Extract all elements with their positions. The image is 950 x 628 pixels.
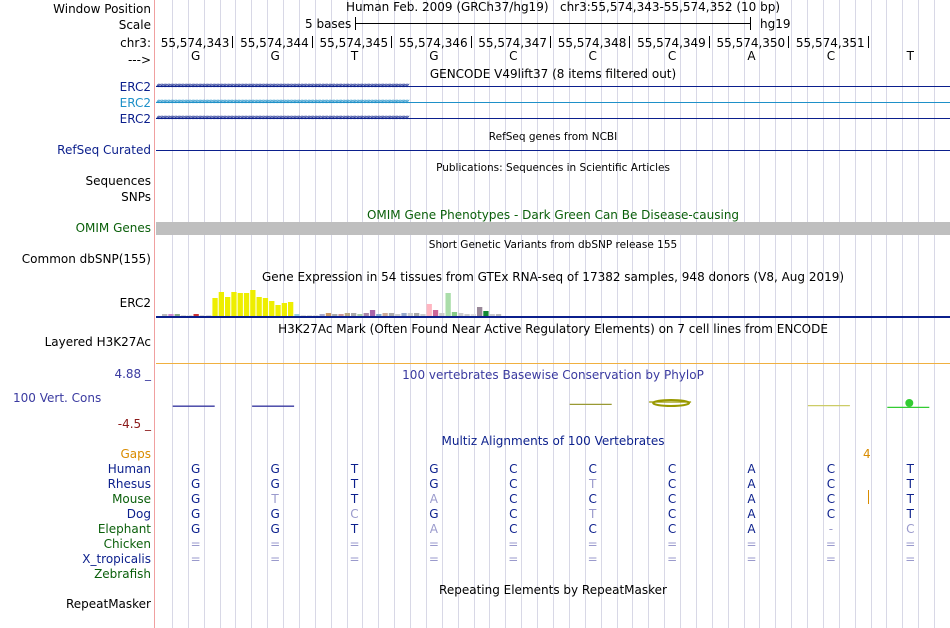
gencode-transcript-line [156,102,950,103]
reference-base: C [667,49,677,63]
gencode-item-label[interactable]: ERC2 [119,80,151,94]
scale-bar-right-tick [750,17,751,30]
reference-base: C [588,49,597,63]
alignment-base: C [826,477,836,491]
coordinate-tick-label [319,36,392,50]
coordinate-value: 55,574,344 [240,36,309,50]
conservation-ymin-label: -4.5 _ [117,417,151,431]
coordinate-tick-label [796,36,869,50]
chrom-label: chr3: [120,36,151,50]
alignment-base: = [905,537,916,551]
gtex-tissue-bar[interactable] [275,305,280,316]
omim-track-title: OMIM Gene Phenotypes - Dark Green Can Be Disease-causing [366,208,740,222]
publications-track-title: Publications: Sequences in Scientific Articles [436,162,670,174]
alignment-base: A [747,477,756,491]
gtex-tissue-bar[interactable] [257,297,262,316]
coordinate-tick [232,36,233,48]
gtex-tissue-bar[interactable] [225,297,230,316]
alignment-base: G [270,462,280,476]
reference-base: G [191,49,201,63]
coordinate-value: 55,574,349 [637,36,706,50]
gtex-tissue-bar[interactable] [219,292,224,316]
alignment-base: = [587,552,598,566]
gtex-tissue-bar[interactable] [269,301,274,316]
gtex-tissue-bar[interactable] [238,293,243,316]
alignment-base: C [826,462,836,476]
gencode-track-title: GENCODE V49lift37 (8 items filtered out) [429,67,677,81]
alignment-base: T [350,522,359,536]
alignment-base: C [509,507,518,521]
gtex-gene-line [156,316,950,318]
phylop-conservation-plot[interactable] [156,380,950,430]
species-label[interactable]: Human [107,462,151,476]
alignment-base: = [190,537,201,551]
coordinate-value: 55,574,350 [716,36,786,50]
conservation-track-title: 100 vertebrates Basewise Conservation by PhyloP [402,368,704,382]
species-label[interactable]: Mouse [112,492,151,506]
gtex-track-title: Gene Expression in 54 tissues from GTEx RNA-seq of 17382 samples, 948 donors (V8, Aug 2019) [261,270,845,284]
gtex-track-label[interactable]: ERC2 [119,296,151,310]
coordinate-value: 55,574,345 [319,36,389,50]
alignment-base: G [191,462,201,476]
position-text: chr3:55,574,343-55,574,352 (10 bp) [559,0,781,14]
coordinate-value: 55,574,343 [160,36,230,50]
h3k27ac-signal-line[interactable] [156,363,950,364]
coordinate-tick [550,36,551,48]
alignment-base: C [509,492,518,506]
alignment-base: = [905,552,916,566]
gtex-tissue-bar[interactable] [263,298,268,316]
alignment-base: G [270,507,280,521]
alignment-base: = [746,537,757,551]
coordinate-tick-label [161,36,234,50]
coordinate-value: 55,574,347 [478,36,547,50]
alignment-base: C [588,522,597,536]
alignment-base: T [350,462,359,476]
coordinate-tick-label [240,36,313,50]
alignment-base: - [828,522,834,536]
alignment-base: T [350,477,359,491]
coordinate-value: 55,574,348 [557,36,627,50]
coordinate-value: 55,574,351 [795,36,865,50]
scale-bar [355,23,751,24]
coordinate-tick-label [478,36,551,50]
dbsnp-track-label[interactable]: Common dbSNP(155) [21,252,151,266]
gtex-tissue-bar[interactable] [446,293,451,316]
coordinate-tick [471,36,472,48]
gencode-item-label[interactable]: ERC2 [119,96,151,110]
coordinate-value: 55,574,346 [398,36,468,50]
coordinate-tick [868,36,869,48]
omim-track-label[interactable]: OMIM Genes [75,221,151,235]
alignment-base: A [429,492,438,506]
reference-base: T [906,49,914,63]
species-label[interactable]: Elephant [97,522,151,536]
alignment-base: = [270,537,281,551]
alignment-base: G [191,507,201,521]
h3k27ac-track-label[interactable]: Layered H3K27Ac [44,335,151,349]
alignment-base: G [191,492,201,506]
alignment-base: = [508,537,519,551]
alignment-base: C [826,507,836,521]
reference-base: C [826,49,836,63]
alignment-base: A [429,522,438,536]
gtex-tissue-bar[interactable] [477,307,482,316]
scale-bar-left-tick [355,17,356,30]
reference-base: G [429,49,439,63]
refseq-gene-line[interactable] [156,150,950,151]
gaps-label: Gaps [120,447,151,461]
alignment-base: A [747,507,756,521]
alignment-base: T [906,492,914,506]
scale-db-label: hg19 [760,17,791,31]
reference-base: C [509,49,518,63]
gencode-transcript-line [156,86,950,87]
alignment-base: C [906,522,915,536]
species-label[interactable]: Chicken [103,537,151,551]
species-label[interactable]: Zebrafish [94,567,151,581]
alignment-base: A [747,462,756,476]
gap-count-marker: 4 [863,447,871,461]
coordinate-tick-label [637,36,710,50]
snps-track-label[interactable]: SNPs [121,190,151,204]
alignment-base: C [350,507,359,521]
alignment-base: C [588,462,597,476]
track-label-pane [0,0,155,628]
gap-insertion-mark [868,490,869,504]
species-label[interactable]: Dog [126,507,151,521]
reference-base: T [350,49,359,63]
alignment-base: T [906,462,914,476]
alignment-base: = [428,552,439,566]
alignment-base: = [667,537,678,551]
window-position-label: Window Position [53,2,151,16]
alignment-base: C [509,477,518,491]
coordinate-tick-label [399,36,472,50]
gencode-transcript-line [156,118,950,119]
coordinate-tick [788,36,789,48]
gtex-tissue-bar[interactable] [244,293,249,316]
coordinate-tick-label [558,36,631,50]
scale-text: 5 bases [305,17,352,31]
h3k27ac-track-title: H3K27Ac Mark (Often Found Near Active Regulatory Elements) on 7 cell lines from ENCODE [278,322,828,336]
alignment-base: A [747,492,756,506]
alignment-base: T [906,477,914,491]
gtex-tissue-bar[interactable] [288,302,293,316]
alignment-base: G [191,477,201,491]
alignment-base: C [667,507,677,521]
phylop-score-peak[interactable] [653,400,689,406]
gtex-tissue-bar[interactable] [231,292,236,316]
alignment-base: = [667,552,678,566]
alignment-base: G [429,462,439,476]
repeatmasker-track-label[interactable]: RepeatMasker [65,597,151,611]
alignment-base: C [509,522,518,536]
alignment-base: G [270,522,280,536]
alignment-base: G [191,522,201,536]
alignment-base: G [429,477,439,491]
scale-label: Scale [118,18,151,32]
alignment-base: = [825,552,836,566]
omim-gene-bar[interactable] [156,222,950,235]
dbsnp-track-title: Short Genetic Variants from dbSNP release 155 [428,239,678,251]
alignment-base: G [429,507,439,521]
alignment-base: T [589,477,597,491]
gencode-item-label[interactable]: ERC2 [119,112,151,126]
repeatmasker-track-title: Repeating Elements by RepeatMasker [439,583,667,597]
alignment-base: C [588,492,597,506]
alignment-base: = [349,537,360,551]
gtex-tissue-bar[interactable] [212,298,217,316]
strand-label: ---> [127,53,151,67]
alignment-base: A [747,522,756,536]
alignment-base: T [350,492,359,506]
coordinate-tick [629,36,630,48]
alignment-base: T [271,492,279,506]
alignment-base: C [667,462,677,476]
alignment-base: = [349,552,360,566]
alignment-base: = [428,537,439,551]
alignment-base: = [825,537,836,551]
alignment-base: = [270,552,281,566]
alignment-base: T [589,507,597,521]
alignment-base: = [587,537,598,551]
alignment-base: G [270,477,280,491]
coordinate-tick [312,36,313,48]
species-label[interactable]: Rhesus [107,477,151,491]
conservation-ymax-label: 4.88 _ [114,367,151,381]
assembly-position-header [346,0,780,14]
species-label[interactable]: X_tropicalis [82,552,151,566]
alignment-base: C [667,477,677,491]
alignment-base: = [746,552,757,566]
conservation-track-label[interactable]: 100 Vert. Cons [13,391,102,405]
alignment-base: C [667,492,677,506]
alignment-base: T [906,507,914,521]
track-data-pane[interactable] [156,0,950,628]
coordinate-tick [391,36,392,48]
alignment-base: = [508,552,519,566]
gtex-tissue-bar[interactable] [250,290,255,316]
coordinate-tick-label [716,36,789,50]
phylop-score-peak[interactable] [906,400,912,406]
refseq-track-title: RefSeq genes from NCBI [488,131,618,143]
alignment-base: C [667,522,677,536]
refseq-track-label[interactable]: RefSeq Curated [57,143,151,157]
publications-track-label[interactable]: Sequences [85,174,151,188]
reference-base: A [747,49,756,63]
alignment-base: C [826,492,836,506]
reference-base: G [270,49,280,63]
multiz-track-title: Multiz Alignments of 100 Vertebrates [441,434,665,448]
alignment-base: = [190,552,201,566]
gtex-expression-chart[interactable] [156,285,950,317]
gtex-tissue-bar[interactable] [427,304,432,316]
coordinate-tick [709,36,710,48]
assembly-text: Human Feb. 2009 (GRCh37/hg19) [346,0,549,14]
gtex-tissue-bar[interactable] [282,303,287,316]
alignment-base: C [509,462,518,476]
